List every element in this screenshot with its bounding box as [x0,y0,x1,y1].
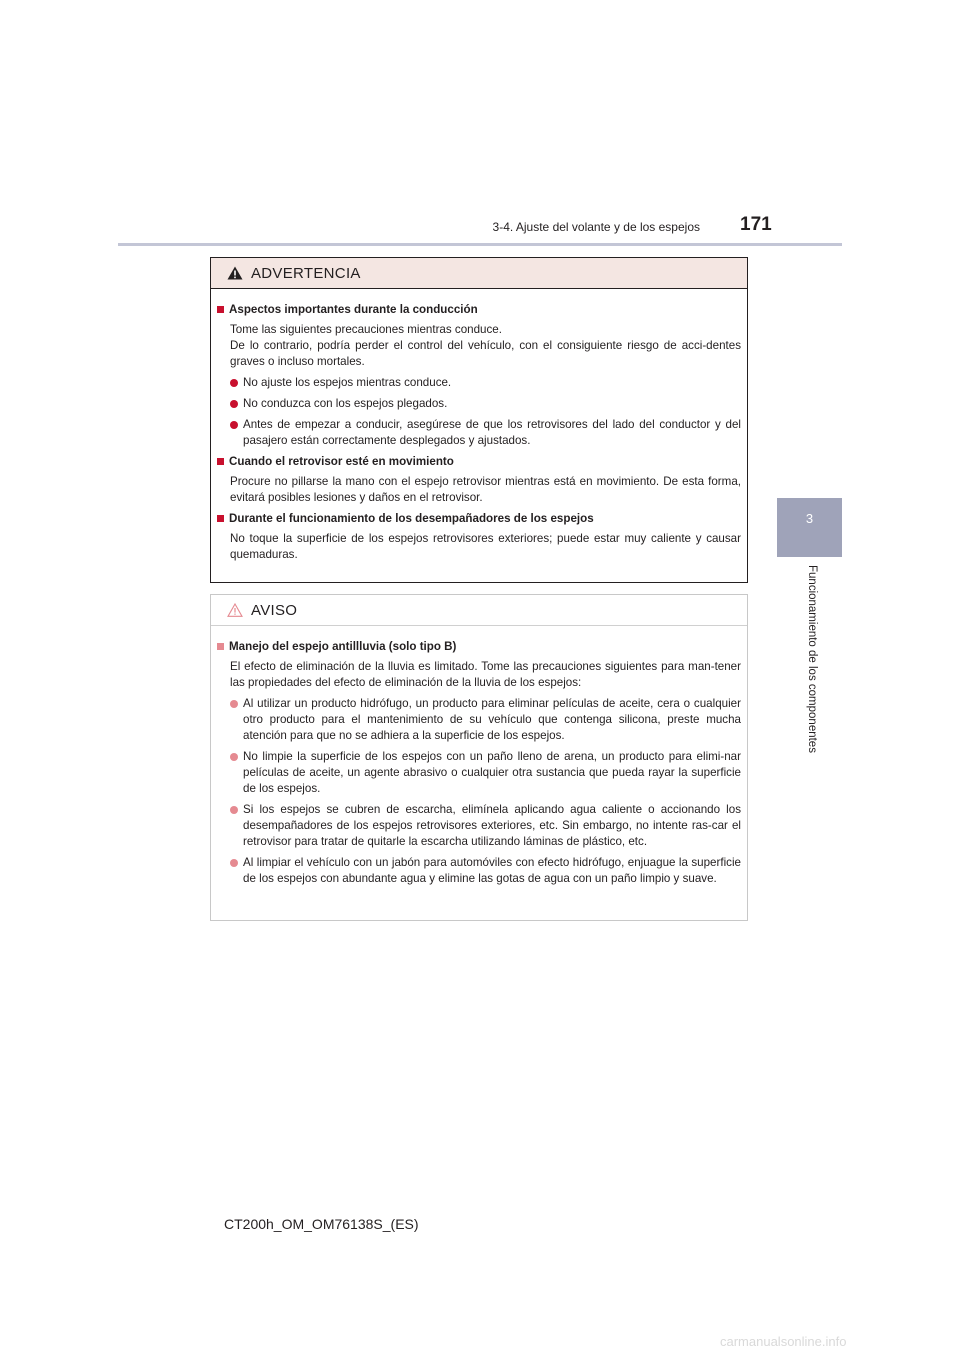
section-paragraph [217,474,741,506]
paragraph-line: El efecto de eliminación de la lluvia es limitado. Tome las precauciones siguientes para man-tener las propiedades del efecto de eliminación de la lluvia de los espejos: [230,660,741,689]
list-item-text: No limpie la superficie de los espejos con un paño lleno de arena, un producto para elimi-nar películas de aceite, un agente abrasivo o cualquier otra sustancia que pueda rayar la superficie de los espejos. [243,750,741,795]
section-paragraph [217,322,741,370]
notice-box-header [211,595,747,626]
list-item [217,749,741,797]
warning-box-title: ADVERTENCIA [251,264,361,282]
round-bullet-icon [230,421,238,429]
notice-box-title: AVISO [251,601,298,619]
section-heading-text: Manejo del espejo antillluvia (solo tipo B) [229,640,457,653]
section-heading-text: Aspectos importantes durante la conducción [229,303,478,316]
chapter-title: Funcionamiento de los componentes [806,565,818,753]
page-number: 171 [740,214,772,235]
paragraph-line: Tome las siguientes precauciones mientras conduce. [230,323,502,336]
section-heading-text: Cuando el retrovisor esté en movimiento [229,455,454,468]
list-item [217,396,741,412]
list-item-text: No conduzca con los espejos plegados. [243,397,448,410]
section-heading-text: Durante el funcionamiento de los desempañadores de los espejos [229,512,594,525]
warning-triangle-filled-icon [227,266,243,280]
square-bullet-icon [217,515,224,522]
header-divider [118,243,842,246]
paragraph-line: Procure no pillarse la mano con el espejo retrovisor mientras está en movimiento. De esta forma, evitará posibles lesiones y daños en el retrovisor. [230,475,741,504]
notice-box-body [211,626,747,887]
list-item [217,417,741,449]
list-item [217,375,741,391]
notice-box [210,594,748,921]
round-bullet-icon [230,859,238,867]
document-code: CT200h_OM_OM76138S_(ES) [224,1216,419,1232]
warning-box [210,257,748,583]
list-item-text: Al utilizar un producto hidrófugo, un producto para eliminar películas de aceite, cera o cualquier otro producto para el mantenimiento de su vehículo que contenga silicona, preste mucha atención para que no se adhiera a la superficie de los espejos. [243,697,741,742]
round-bullet-icon [230,379,238,387]
round-bullet-icon [230,806,238,814]
warning-triangle-outline-icon [227,603,243,617]
section-heading [217,302,741,318]
section-paragraph [217,531,741,563]
warning-box-header [211,258,747,289]
list-item [217,802,741,850]
section-heading [217,639,741,655]
round-bullet-icon [230,700,238,708]
warning-box-body [211,289,747,563]
round-bullet-icon [230,753,238,761]
square-bullet-icon [217,643,224,650]
list-item-text: No ajuste los espejos mientras conduce. [243,376,452,389]
round-bullet-icon [230,400,238,408]
section-heading [217,454,741,470]
paragraph-line: De lo contrario, podría perder el control del vehículo, con el consiguiente riesgo de acci-dentes graves o incluso mortales. [230,339,741,368]
list-item [217,855,741,887]
square-bullet-icon [217,306,224,313]
list-item-text: Si los espejos se cubren de escarcha, elimínela aplicando agua caliente o accionando los desempañadores de los espejos retrovisores exteriores, etc. Sin embargo, no intente ras-car el retrovisor para tratar de quitarle la escarcha utilizando láminas de plástico, etc. [243,803,741,848]
section-paragraph [217,659,741,691]
section-heading [217,511,741,527]
watermark: carmanualsonline.info [720,1334,847,1349]
section-title: 3-4. Ajuste del volante y de los espejos [492,220,700,234]
list-item-text: Al limpiar el vehículo con un jabón para automóviles con efecto hidrófugo, enjuague la superficie de los espejos con abundante agua y elimine las gotas de agua con un paño limpio y suave. [243,856,741,885]
square-bullet-icon [217,458,224,465]
list-item [217,696,741,744]
paragraph-line: No toque la superficie de los espejos retrovisores exteriores; puede estar muy caliente y causar quemaduras. [230,532,741,561]
list-item-text: Antes de empezar a conducir, asegúrese de que los retrovisores del lado del conductor y del pasajero están correctamente desplegados y ajustados. [243,418,741,447]
chapter-number: 3 [805,511,814,526]
